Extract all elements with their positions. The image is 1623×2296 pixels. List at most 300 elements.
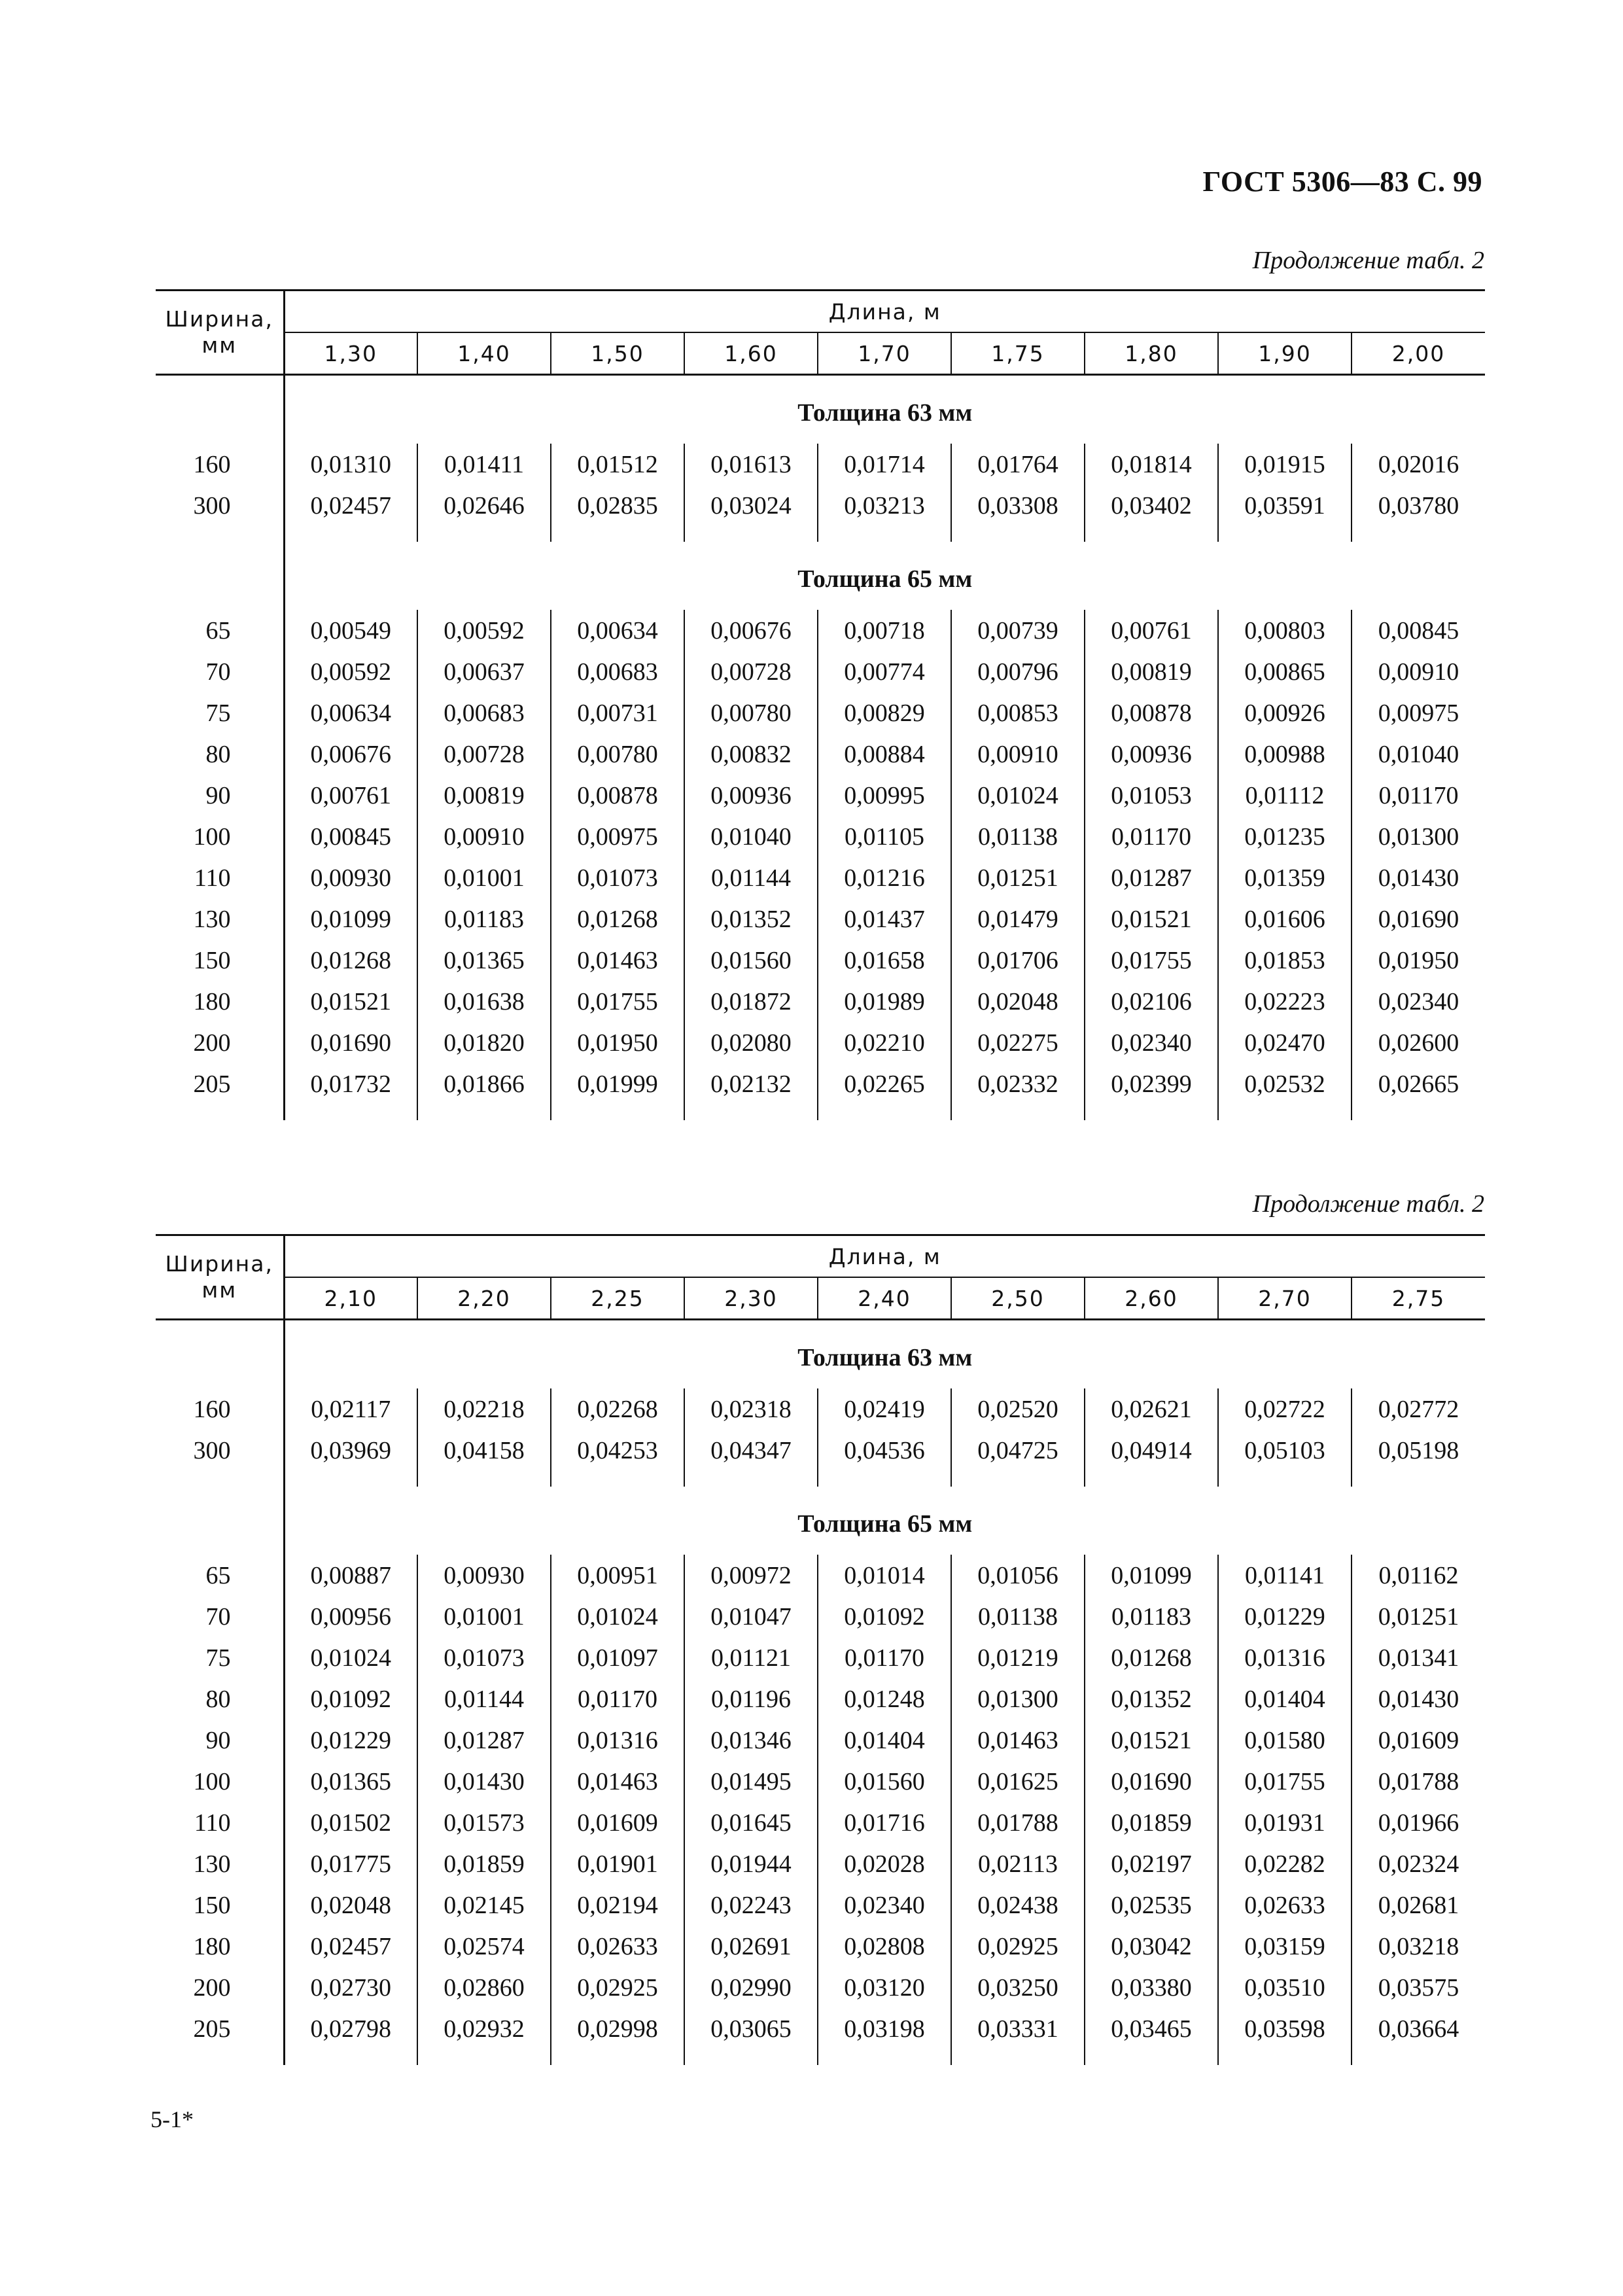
value-cell: 0,01560 <box>818 1761 951 1802</box>
value-cell: 0,02048 <box>951 981 1085 1022</box>
value-cell: 0,02275 <box>951 1022 1085 1063</box>
table-row <box>156 816 1485 857</box>
width-cell: 75 <box>156 1637 284 1678</box>
table-row <box>156 692 1485 733</box>
value-cell: 0,00637 <box>417 651 551 692</box>
value-cell: 0,01365 <box>417 940 551 981</box>
value-cell: 0,00676 <box>684 610 818 651</box>
value-cell: 0,03780 <box>1378 491 1459 520</box>
value-cell: 0,03250 <box>951 1967 1085 2008</box>
value-cell: 0,02835 <box>551 485 684 526</box>
value-cell: 0,03024 <box>684 485 818 526</box>
value-cell: 0,01170 <box>1378 781 1459 809</box>
value-cell: 0,01056 <box>951 1555 1085 1596</box>
value-cell: 0,01141 <box>1218 1555 1352 1596</box>
value-cell: 0,01287 <box>1085 857 1218 898</box>
value-cell: 0,04914 <box>1085 1430 1218 1471</box>
value-cell: 0,00884 <box>818 733 951 775</box>
column-header: 2,40 <box>818 1277 951 1320</box>
column-header: 2,50 <box>951 1277 1085 1320</box>
table-row <box>156 981 1485 1022</box>
value-cell: 0,01732 <box>284 1063 417 1104</box>
value-cell: 0,03591 <box>1218 485 1352 526</box>
value-cell: 0,01097 <box>551 1637 684 1678</box>
value-cell: 0,01014 <box>818 1555 951 1596</box>
width-cell: 75 <box>156 692 284 733</box>
value-cell: 0,01521 <box>284 981 417 1022</box>
value-cell: 0,00829 <box>818 692 951 733</box>
value-cell: 0,01112 <box>1218 775 1352 816</box>
value-cell: 0,01316 <box>551 1720 684 1761</box>
value-cell: 0,00910 <box>1378 658 1459 686</box>
column-header: 1,90 <box>1218 332 1352 375</box>
value-cell: 0,01820 <box>417 1022 551 1063</box>
value-cell: 0,00761 <box>284 775 417 816</box>
value-cell: 0,01866 <box>417 1063 551 1104</box>
value-cell: 0,01999 <box>551 1063 684 1104</box>
value-cell: 0,03969 <box>284 1430 417 1471</box>
table-row <box>156 1843 1485 1884</box>
width-cell: 150 <box>156 940 284 981</box>
value-cell: 0,01365 <box>284 1761 417 1802</box>
column-header: 2,60 <box>1085 1277 1218 1320</box>
value-cell: 0,03598 <box>1218 2008 1352 2049</box>
row-header-line: Ширина, <box>165 1251 273 1277</box>
value-cell: 0,04347 <box>684 1430 818 1471</box>
section-title: Толщина 63 мм <box>797 1344 973 1371</box>
column-header: 1,30 <box>284 332 417 375</box>
row-header-line: мм <box>201 332 237 358</box>
value-cell: 0,00910 <box>417 816 551 857</box>
value-cell: 0,02457 <box>284 485 417 526</box>
value-cell: 0,00728 <box>417 733 551 775</box>
value-cell: 0,00988 <box>1218 733 1352 775</box>
value-cell: 0,01229 <box>284 1720 417 1761</box>
value-cell: 0,02925 <box>551 1967 684 2008</box>
value-cell: 0,02520 <box>951 1388 1085 1430</box>
value-cell: 0,01658 <box>818 940 951 981</box>
column-header: 1,70 <box>818 332 951 375</box>
value-cell: 0,02048 <box>284 1884 417 1926</box>
value-cell: 0,01502 <box>284 1802 417 1843</box>
value-cell: 0,01268 <box>551 898 684 940</box>
column-header: 2,20 <box>417 1277 551 1320</box>
value-cell: 0,00739 <box>951 610 1085 651</box>
value-cell: 0,02197 <box>1085 1843 1218 1884</box>
value-cell: 0,03575 <box>1378 1973 1459 2002</box>
value-cell: 0,01287 <box>417 1720 551 1761</box>
table-row <box>156 1022 1485 1063</box>
width-cell: 205 <box>156 2008 284 2049</box>
table-2 <box>156 1234 1485 2065</box>
value-cell: 0,01521 <box>1085 898 1218 940</box>
value-cell: 0,01560 <box>684 940 818 981</box>
table-row <box>156 1720 1485 1761</box>
table-row <box>156 1926 1485 1967</box>
value-cell: 0,02016 <box>1378 450 1459 478</box>
value-cell: 0,03402 <box>1085 485 1218 526</box>
value-cell: 0,01609 <box>1378 1726 1459 1754</box>
value-cell: 0,01346 <box>684 1720 818 1761</box>
value-cell: 0,00995 <box>818 775 951 816</box>
width-cell: 80 <box>156 1678 284 1720</box>
value-cell: 0,03159 <box>1218 1926 1352 1967</box>
table-row <box>156 775 1485 816</box>
value-cell: 0,00728 <box>684 651 818 692</box>
value-cell: 0,00796 <box>951 651 1085 692</box>
value-cell: 0,02113 <box>951 1843 1085 1884</box>
table-row <box>156 1967 1485 2008</box>
value-cell: 0,01341 <box>1378 1644 1459 1672</box>
width-cell: 90 <box>156 1720 284 1761</box>
value-cell: 0,02665 <box>1378 1070 1459 1098</box>
table-row <box>156 1430 1485 1471</box>
value-cell: 0,01609 <box>551 1802 684 1843</box>
value-cell: 0,01915 <box>1218 444 1352 485</box>
value-cell: 0,01788 <box>1378 1767 1459 1795</box>
width-cell: 110 <box>156 1802 284 1843</box>
value-cell: 0,03510 <box>1218 1967 1352 2008</box>
value-cell: 0,01521 <box>1085 1720 1218 1761</box>
value-cell: 0,02438 <box>951 1884 1085 1926</box>
column-header: 1,80 <box>1085 332 1218 375</box>
width-cell: 130 <box>156 1843 284 1884</box>
value-cell: 0,01183 <box>417 898 551 940</box>
value-cell: 0,00634 <box>551 610 684 651</box>
value-cell: 0,00936 <box>684 775 818 816</box>
value-cell: 0,01001 <box>417 857 551 898</box>
value-cell: 0,01606 <box>1218 898 1352 940</box>
value-cell: 0,01814 <box>1085 444 1218 485</box>
value-cell: 0,01404 <box>1218 1678 1352 1720</box>
value-cell: 0,01690 <box>1085 1761 1218 1802</box>
table-row <box>156 898 1485 940</box>
value-cell: 0,02117 <box>284 1388 417 1430</box>
value-cell: 0,00819 <box>417 775 551 816</box>
value-cell: 0,01788 <box>951 1802 1085 1843</box>
value-cell: 0,02194 <box>551 1884 684 1926</box>
width-cell: 150 <box>156 1884 284 1926</box>
value-cell: 0,00731 <box>551 692 684 733</box>
width-cell: 70 <box>156 1596 284 1637</box>
value-cell: 0,01268 <box>1085 1637 1218 1678</box>
page-header: ГОСТ 5306—83 С. 99 <box>1202 166 1482 198</box>
value-cell: 0,00774 <box>818 651 951 692</box>
value-cell: 0,01625 <box>951 1761 1085 1802</box>
table-1 <box>156 289 1485 1120</box>
value-cell: 0,01251 <box>951 857 1085 898</box>
row-header <box>156 1235 284 1320</box>
data-table <box>156 289 1485 1120</box>
table-1-caption: Продолжение табл. 2 <box>1252 247 1484 274</box>
value-cell: 0,01430 <box>417 1761 551 1802</box>
value-cell: 0,01853 <box>1218 940 1352 981</box>
width-cell: 200 <box>156 1967 284 2008</box>
page-footer: 5-1* <box>150 2106 194 2132</box>
value-cell: 0,02691 <box>684 1926 818 1967</box>
table-row <box>156 1555 1485 1596</box>
value-cell: 0,01219 <box>951 1637 1085 1678</box>
value-cell: 0,00718 <box>818 610 951 651</box>
value-cell: 0,01638 <box>417 981 551 1022</box>
value-cell: 0,02340 <box>818 1884 951 1926</box>
width-cell: 70 <box>156 651 284 692</box>
value-cell: 0,02532 <box>1218 1063 1352 1104</box>
value-cell: 0,01310 <box>284 444 417 485</box>
value-cell: 0,02730 <box>284 1967 417 2008</box>
value-cell: 0,00761 <box>1085 610 1218 651</box>
value-cell: 0,01512 <box>551 444 684 485</box>
column-header: 1,75 <box>951 332 1085 375</box>
table-row <box>156 444 1485 485</box>
table-row <box>156 733 1485 775</box>
value-cell: 0,02340 <box>1378 987 1459 1016</box>
value-cell: 0,02132 <box>684 1063 818 1104</box>
value-cell: 0,03120 <box>818 1967 951 2008</box>
value-cell: 0,00865 <box>1218 651 1352 692</box>
value-cell: 0,01716 <box>818 1802 951 1843</box>
value-cell: 0,01196 <box>684 1678 818 1720</box>
value-cell: 0,00887 <box>284 1555 417 1596</box>
column-header: 1,60 <box>684 332 818 375</box>
section-title: Толщина 63 мм <box>797 399 973 427</box>
value-cell: 0,01411 <box>417 444 551 485</box>
value-cell: 0,02998 <box>551 2008 684 2049</box>
value-cell: 0,01764 <box>951 444 1085 485</box>
value-cell: 0,02210 <box>818 1022 951 1063</box>
width-cell: 100 <box>156 816 284 857</box>
value-cell: 0,02808 <box>818 1926 951 1967</box>
table-row <box>156 940 1485 981</box>
value-cell: 0,02419 <box>818 1388 951 1430</box>
value-cell: 0,01092 <box>284 1678 417 1720</box>
table-row <box>156 1802 1485 1843</box>
value-cell: 0,01138 <box>951 816 1085 857</box>
value-cell: 0,02340 <box>1085 1022 1218 1063</box>
value-cell: 0,01690 <box>1378 905 1459 933</box>
table-row <box>156 485 1485 526</box>
value-cell: 0,01300 <box>951 1678 1085 1720</box>
value-cell: 0,02318 <box>684 1388 818 1430</box>
table-row <box>156 610 1485 651</box>
column-group-header: Длина, м <box>284 1235 1485 1278</box>
table-row <box>156 1761 1485 1802</box>
table-row <box>156 2008 1485 2049</box>
value-cell: 0,02621 <box>1085 1388 1218 1430</box>
value-cell: 0,04158 <box>417 1430 551 1471</box>
value-cell: 0,00930 <box>417 1555 551 1596</box>
table-row <box>156 1637 1485 1678</box>
width-cell: 100 <box>156 1761 284 1802</box>
column-header: 2,70 <box>1218 1277 1352 1320</box>
column-header: 2,30 <box>684 1277 818 1320</box>
width-cell: 160 <box>156 444 284 485</box>
value-cell: 0,00683 <box>551 651 684 692</box>
value-cell: 0,02218 <box>417 1388 551 1430</box>
value-cell: 0,02268 <box>551 1388 684 1430</box>
value-cell: 0,01251 <box>1378 1602 1459 1631</box>
value-cell: 0,01121 <box>684 1637 818 1678</box>
column-header: 2,10 <box>284 1277 417 1320</box>
value-cell: 0,00832 <box>684 733 818 775</box>
width-cell: 300 <box>156 1430 284 1471</box>
value-cell: 0,02798 <box>284 2008 417 2049</box>
value-cell: 0,02633 <box>551 1926 684 1967</box>
value-cell: 0,01073 <box>551 857 684 898</box>
value-cell: 0,01859 <box>417 1843 551 1884</box>
value-cell: 0,01268 <box>284 940 417 981</box>
value-cell: 0,00930 <box>284 857 417 898</box>
value-cell: 0,01463 <box>551 940 684 981</box>
value-cell: 0,00676 <box>284 733 417 775</box>
section-title: Толщина 65 мм <box>797 1510 973 1538</box>
value-cell: 0,01170 <box>551 1678 684 1720</box>
value-cell: 0,02925 <box>951 1926 1085 1967</box>
value-cell: 0,01216 <box>818 857 951 898</box>
table-2-caption: Продолжение табл. 2 <box>1252 1190 1484 1218</box>
value-cell: 0,04725 <box>951 1430 1085 1471</box>
value-cell: 0,01645 <box>684 1802 818 1843</box>
value-cell: 0,01430 <box>1378 864 1459 892</box>
value-cell: 0,01099 <box>1085 1555 1218 1596</box>
value-cell: 0,01950 <box>551 1022 684 1063</box>
value-cell: 0,01144 <box>417 1678 551 1720</box>
value-cell: 0,02223 <box>1218 981 1352 1022</box>
value-cell: 0,02145 <box>417 1884 551 1926</box>
value-cell: 0,02600 <box>1378 1029 1459 1057</box>
value-cell: 0,01024 <box>284 1637 417 1678</box>
value-cell: 0,02243 <box>684 1884 818 1926</box>
value-cell: 0,03331 <box>951 2008 1085 2049</box>
value-cell: 0,00592 <box>417 610 551 651</box>
value-cell: 0,03213 <box>818 485 951 526</box>
value-cell: 0,01229 <box>1218 1596 1352 1637</box>
value-cell: 0,01092 <box>818 1596 951 1637</box>
value-cell: 0,01495 <box>684 1761 818 1802</box>
value-cell: 0,01316 <box>1218 1637 1352 1678</box>
column-group-header: Длина, м <box>284 291 1485 333</box>
table-row <box>156 1884 1485 1926</box>
value-cell: 0,01099 <box>284 898 417 940</box>
value-cell: 0,02535 <box>1085 1884 1218 1926</box>
value-cell: 0,00549 <box>284 610 417 651</box>
value-cell: 0,01872 <box>684 981 818 1022</box>
width-cell: 130 <box>156 898 284 940</box>
value-cell: 0,02681 <box>1378 1891 1459 1919</box>
value-cell: 0,02399 <box>1085 1063 1218 1104</box>
value-cell: 0,02332 <box>951 1063 1085 1104</box>
value-cell: 0,01463 <box>951 1720 1085 1761</box>
value-cell: 0,02282 <box>1218 1843 1352 1884</box>
width-cell: 110 <box>156 857 284 898</box>
width-cell: 90 <box>156 775 284 816</box>
value-cell: 0,01859 <box>1085 1802 1218 1843</box>
value-cell: 0,01950 <box>1378 946 1459 974</box>
value-cell: 0,02646 <box>417 485 551 526</box>
column-header: 1,50 <box>551 332 684 375</box>
value-cell: 0,03380 <box>1085 1967 1218 2008</box>
value-cell: 0,03664 <box>1378 2015 1459 2043</box>
value-cell: 0,01040 <box>1378 740 1459 768</box>
table-row <box>156 857 1485 898</box>
value-cell: 0,04253 <box>551 1430 684 1471</box>
width-cell: 65 <box>156 610 284 651</box>
value-cell: 0,01144 <box>684 857 818 898</box>
value-cell: 0,01437 <box>818 898 951 940</box>
value-cell: 0,01235 <box>1218 816 1352 857</box>
value-cell: 0,02324 <box>1378 1850 1459 1878</box>
value-cell: 0,01040 <box>684 816 818 857</box>
value-cell: 0,03308 <box>951 485 1085 526</box>
value-cell: 0,00972 <box>684 1555 818 1596</box>
value-cell: 0,01580 <box>1218 1720 1352 1761</box>
width-cell: 160 <box>156 1388 284 1430</box>
value-cell: 0,01901 <box>551 1843 684 1884</box>
value-cell: 0,02457 <box>284 1926 417 1967</box>
value-cell: 0,01352 <box>1085 1678 1218 1720</box>
value-cell: 0,01248 <box>818 1678 951 1720</box>
value-cell: 0,01613 <box>684 444 818 485</box>
width-cell: 180 <box>156 981 284 1022</box>
value-cell: 0,01944 <box>684 1843 818 1884</box>
value-cell: 0,01170 <box>1085 816 1218 857</box>
section-title: Толщина 65 мм <box>797 565 973 593</box>
value-cell: 0,02722 <box>1218 1388 1352 1430</box>
value-cell: 0,00936 <box>1085 733 1218 775</box>
value-cell: 0,00951 <box>551 1555 684 1596</box>
value-cell: 0,00780 <box>551 733 684 775</box>
value-cell: 0,01300 <box>1378 822 1459 851</box>
value-cell: 0,01966 <box>1378 1809 1459 1837</box>
value-cell: 0,01105 <box>818 816 951 857</box>
width-cell: 80 <box>156 733 284 775</box>
column-header: 1,40 <box>417 332 551 375</box>
value-cell: 0,02106 <box>1085 981 1218 1022</box>
table-row <box>156 1596 1485 1637</box>
value-cell: 0,01706 <box>951 940 1085 981</box>
value-cell: 0,02265 <box>818 1063 951 1104</box>
value-cell: 0,02080 <box>684 1022 818 1063</box>
value-cell: 0,00853 <box>951 692 1085 733</box>
value-cell: 0,01138 <box>951 1596 1085 1637</box>
value-cell: 0,02574 <box>417 1926 551 1967</box>
column-header: 2,00 <box>1352 332 1485 375</box>
width-cell: 65 <box>156 1555 284 1596</box>
value-cell: 0,03042 <box>1085 1926 1218 1967</box>
value-cell: 0,00845 <box>1378 616 1459 645</box>
value-cell: 0,01755 <box>1218 1761 1352 1802</box>
value-cell: 0,00634 <box>284 692 417 733</box>
value-cell: 0,00878 <box>551 775 684 816</box>
width-cell: 205 <box>156 1063 284 1104</box>
data-table <box>156 1234 1485 2065</box>
value-cell: 0,01714 <box>818 444 951 485</box>
value-cell: 0,03198 <box>818 2008 951 2049</box>
table-row <box>156 1388 1485 1430</box>
value-cell: 0,01573 <box>417 1802 551 1843</box>
value-cell: 0,01359 <box>1218 857 1352 898</box>
value-cell: 0,01430 <box>1378 1685 1459 1713</box>
table-row <box>156 651 1485 692</box>
value-cell: 0,00819 <box>1085 651 1218 692</box>
value-cell: 0,00780 <box>684 692 818 733</box>
value-cell: 0,02772 <box>1378 1395 1459 1423</box>
value-cell: 0,00803 <box>1218 610 1352 651</box>
value-cell: 0,01755 <box>1085 940 1218 981</box>
value-cell: 0,01989 <box>818 981 951 1022</box>
value-cell: 0,00956 <box>284 1596 417 1637</box>
value-cell: 0,01931 <box>1218 1802 1352 1843</box>
